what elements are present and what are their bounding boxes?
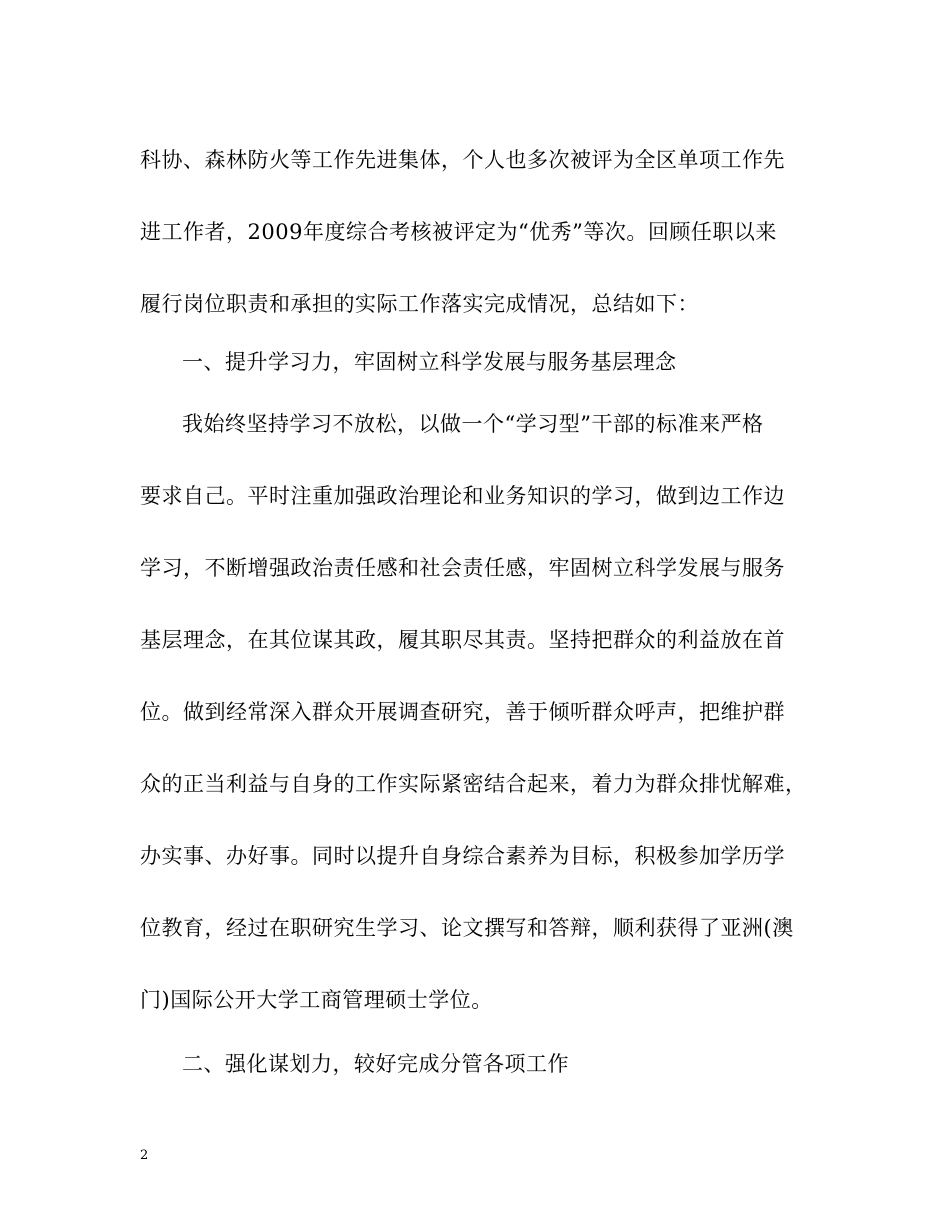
body-text-line: 众的正当利益与自身的工作实际紧密结合起来，着力为群众排忧解难， xyxy=(140,772,807,796)
body-text-line: 我始终坚持学习不放松，以做一个“学习型”干部的标准来严格 xyxy=(182,412,764,436)
body-text-line: 科协、森林防火等工作先进集体，个人也多次被评为全区单项工作先 xyxy=(140,148,785,172)
body-text-line: 位。做到经常深入群众开展调查研究，善于倾听群众呼声，把维护群 xyxy=(140,700,785,724)
body-text-line: 要求自己。平时注重加强政治理论和业务知识的学习，做到边工作边 xyxy=(140,484,785,508)
body-text-line: 位教育，经过在职研究生学习、论文撰写和答辩，顺利获得了亚洲(澳 xyxy=(140,916,794,940)
body-text-line: 学习，不断增强政治责任感和社会责任感，牢固树立科学发展与服务 xyxy=(140,556,785,580)
body-text-line: 基层理念，在其位谋其政，履其职尽其责。坚持把群众的利益放在首 xyxy=(140,628,785,652)
section-heading: 二、强化谋划力，较好完成分管各项工作 xyxy=(182,1052,569,1076)
body-text-line: 进工作者，2009年度综合考核被评定为“优秀”等次。回顾任职以来 xyxy=(140,220,777,244)
section-heading: 一、提升学习力，牢固树立科学发展与服务基层理念 xyxy=(182,350,677,374)
body-text-line: 履行岗位职责和承担的实际工作落实完成情况，总结如下： xyxy=(140,292,699,316)
page-number: 2 xyxy=(140,1148,149,1163)
body-text-line: 办实事、办好事。同时以提升自身综合素养为目标，积极参加学历学 xyxy=(140,844,785,868)
body-text-line: 门)国际公开大学工商管理硕士学位。 xyxy=(140,988,493,1012)
